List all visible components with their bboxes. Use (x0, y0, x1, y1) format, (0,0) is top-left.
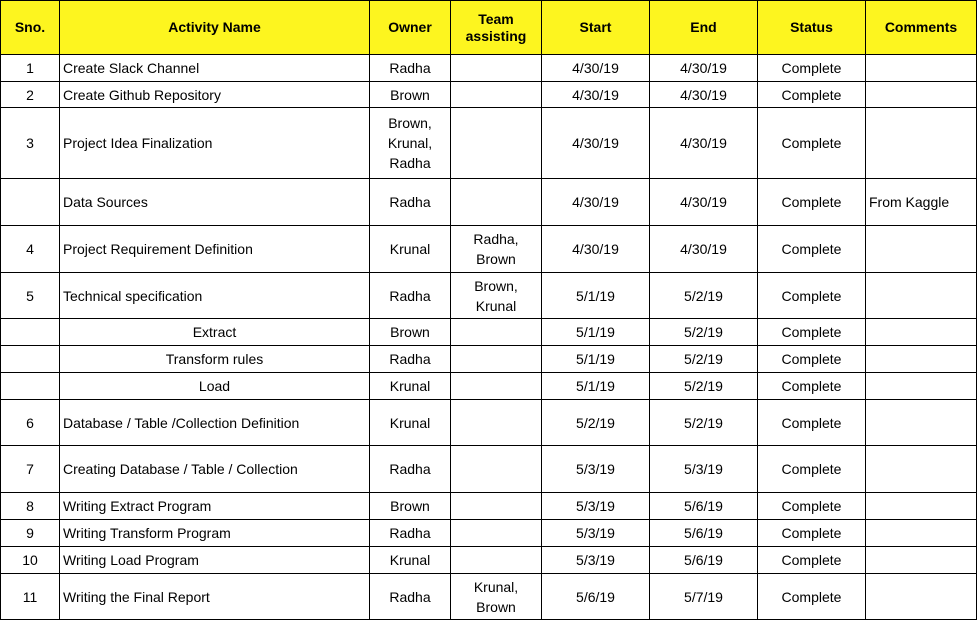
cell-owner: Brown (370, 319, 451, 346)
cell-team-assisting (451, 108, 542, 179)
cell-start: 5/3/19 (542, 446, 650, 493)
header-owner: Owner (370, 1, 451, 55)
cell-end: 5/2/19 (650, 400, 758, 446)
cell-activity-name: Writing the Final Report (60, 574, 370, 620)
cell-sno (1, 179, 60, 226)
cell-start: 4/30/19 (542, 82, 650, 108)
cell-team-assisting (451, 446, 542, 493)
cell-end: 5/2/19 (650, 373, 758, 400)
cell-comments (866, 226, 977, 273)
cell-sno: 7 (1, 446, 60, 493)
cell-owner: Krunal (370, 400, 451, 446)
cell-sno: 6 (1, 400, 60, 446)
cell-start: 4/30/19 (542, 179, 650, 226)
cell-activity-name: Writing Transform Program (60, 520, 370, 547)
header-sno: Sno. (1, 1, 60, 55)
cell-end: 4/30/19 (650, 108, 758, 179)
cell-owner: Krunal (370, 226, 451, 273)
cell-activity-name: Extract (60, 319, 370, 346)
cell-owner: Radha (370, 574, 451, 620)
cell-activity-name: Project Idea Finalization (60, 108, 370, 179)
cell-end: 4/30/19 (650, 55, 758, 82)
cell-activity-name: Database / Table /Collection Definition (60, 400, 370, 446)
cell-comments (866, 547, 977, 574)
cell-start: 5/1/19 (542, 346, 650, 373)
cell-status: Complete (758, 574, 866, 620)
cell-start: 4/30/19 (542, 226, 650, 273)
cell-team-assisting (451, 520, 542, 547)
table-row (1, 574, 977, 620)
cell-sno: 5 (1, 273, 60, 319)
cell-end: 4/30/19 (650, 82, 758, 108)
cell-end: 5/2/19 (650, 346, 758, 373)
cell-sno: 8 (1, 493, 60, 520)
cell-sno: 4 (1, 226, 60, 273)
cell-comments (866, 493, 977, 520)
cell-start: 4/30/19 (542, 55, 650, 82)
cell-comments (866, 82, 977, 108)
cell-owner: Brown (370, 82, 451, 108)
table-row (1, 226, 977, 273)
cell-status: Complete (758, 446, 866, 493)
table-row (1, 446, 977, 493)
cell-status: Complete (758, 55, 866, 82)
cell-activity-name: Transform rules (60, 346, 370, 373)
cell-end: 5/3/19 (650, 446, 758, 493)
cell-team-assisting (451, 55, 542, 82)
cell-start: 4/30/19 (542, 108, 650, 179)
cell-comments (866, 400, 977, 446)
header-activity-name: Activity Name (60, 1, 370, 55)
cell-start: 5/1/19 (542, 319, 650, 346)
cell-comments: From Kaggle (866, 179, 977, 226)
cell-sno (1, 373, 60, 400)
cell-owner: Krunal (370, 373, 451, 400)
cell-team-assisting (451, 400, 542, 446)
table-row (1, 108, 977, 179)
table-body (1, 55, 977, 620)
cell-end: 5/6/19 (650, 547, 758, 574)
cell-status: Complete (758, 108, 866, 179)
cell-activity-name: Create Slack Channel (60, 55, 370, 82)
cell-status: Complete (758, 82, 866, 108)
cell-sno (1, 319, 60, 346)
cell-comments (866, 346, 977, 373)
cell-comments (866, 373, 977, 400)
cell-team-assisting: Brown, Krunal (451, 273, 542, 319)
cell-sno: 1 (1, 55, 60, 82)
table-row (1, 346, 977, 373)
table-row (1, 319, 977, 346)
cell-end: 4/30/19 (650, 179, 758, 226)
cell-end: 5/2/19 (650, 273, 758, 319)
cell-status: Complete (758, 226, 866, 273)
cell-team-assisting (451, 547, 542, 574)
cell-status: Complete (758, 400, 866, 446)
cell-owner: Brown, Krunal, Radha (370, 108, 451, 179)
cell-end: 5/6/19 (650, 493, 758, 520)
header-end: End (650, 1, 758, 55)
cell-activity-name: Technical specification (60, 273, 370, 319)
cell-status: Complete (758, 319, 866, 346)
cell-sno: 9 (1, 520, 60, 547)
cell-team-assisting: Krunal, Brown (451, 574, 542, 620)
cell-team-assisting (451, 493, 542, 520)
cell-sno: 10 (1, 547, 60, 574)
cell-owner: Radha (370, 273, 451, 319)
header-status: Status (758, 1, 866, 55)
cell-team-assisting (451, 373, 542, 400)
cell-start: 5/2/19 (542, 400, 650, 446)
cell-sno: 11 (1, 574, 60, 620)
cell-team-assisting (451, 319, 542, 346)
cell-start: 5/3/19 (542, 493, 650, 520)
cell-activity-name: Creating Database / Table / Collection (60, 446, 370, 493)
cell-owner: Brown (370, 493, 451, 520)
cell-start: 5/3/19 (542, 520, 650, 547)
cell-status: Complete (758, 346, 866, 373)
table-row (1, 82, 977, 108)
cell-sno: 2 (1, 82, 60, 108)
table-row (1, 373, 977, 400)
cell-team-assisting (451, 346, 542, 373)
cell-comments (866, 55, 977, 82)
cell-team-assisting (451, 179, 542, 226)
cell-start: 5/6/19 (542, 574, 650, 620)
cell-activity-name: Project Requirement Definition (60, 226, 370, 273)
cell-activity-name: Writing Extract Program (60, 493, 370, 520)
table-row (1, 273, 977, 319)
cell-end: 5/7/19 (650, 574, 758, 620)
header-comments: Comments (866, 1, 977, 55)
table-row (1, 547, 977, 574)
cell-owner: Radha (370, 346, 451, 373)
cell-end: 5/2/19 (650, 319, 758, 346)
cell-status: Complete (758, 493, 866, 520)
table-row (1, 179, 977, 226)
cell-activity-name: Data Sources (60, 179, 370, 226)
cell-owner: Radha (370, 55, 451, 82)
cell-comments (866, 446, 977, 493)
table-row (1, 520, 977, 547)
cell-owner: Radha (370, 179, 451, 226)
cell-start: 5/1/19 (542, 273, 650, 319)
header-row (1, 1, 977, 55)
cell-owner: Krunal (370, 547, 451, 574)
cell-start: 5/1/19 (542, 373, 650, 400)
header-team-assisting: Team assisting (451, 1, 542, 55)
cell-status: Complete (758, 547, 866, 574)
cell-owner: Radha (370, 520, 451, 547)
cell-team-assisting (451, 82, 542, 108)
cell-status: Complete (758, 520, 866, 547)
cell-activity-name: Writing Load Program (60, 547, 370, 574)
cell-comments (866, 319, 977, 346)
cell-end: 5/6/19 (650, 520, 758, 547)
cell-team-assisting: Radha, Brown (451, 226, 542, 273)
cell-activity-name: Create Github Repository (60, 82, 370, 108)
cell-sno: 3 (1, 108, 60, 179)
cell-status: Complete (758, 373, 866, 400)
cell-comments (866, 108, 977, 179)
table-row (1, 493, 977, 520)
cell-comments (866, 574, 977, 620)
cell-comments (866, 273, 977, 319)
header-start: Start (542, 1, 650, 55)
table-row (1, 55, 977, 82)
cell-start: 5/3/19 (542, 547, 650, 574)
cell-end: 4/30/19 (650, 226, 758, 273)
cell-status: Complete (758, 179, 866, 226)
cell-comments (866, 520, 977, 547)
cell-owner: Radha (370, 446, 451, 493)
cell-activity-name: Load (60, 373, 370, 400)
table-row (1, 400, 977, 446)
cell-sno (1, 346, 60, 373)
cell-status: Complete (758, 273, 866, 319)
